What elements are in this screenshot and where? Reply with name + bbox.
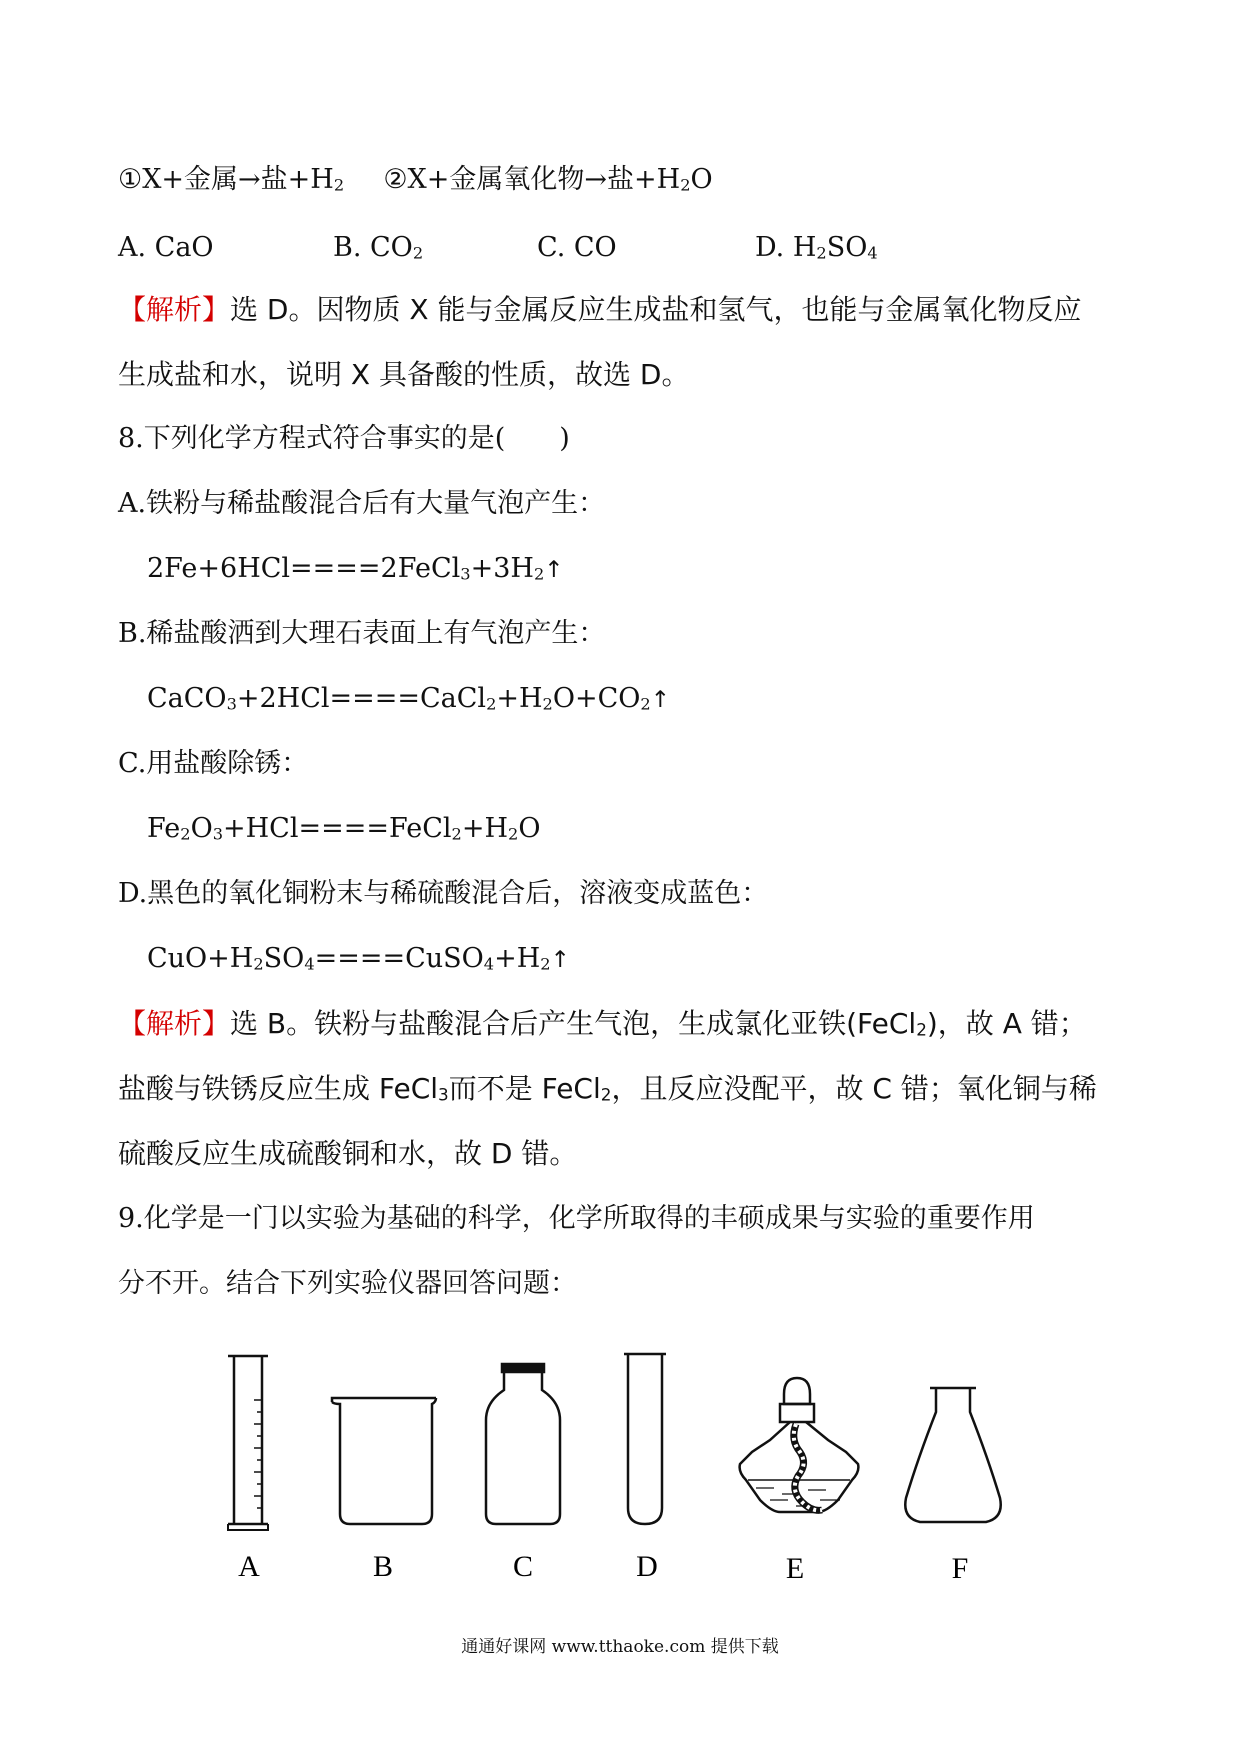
subscript: 3 <box>226 694 237 714</box>
analysis-tag: 【解析】 <box>118 1007 231 1040</box>
subscript: 2 <box>451 824 462 844</box>
question-stem: 9.化学是一门以实验为基础的科学，化学所取得的丰硕成果与实验的重要作用 <box>118 1203 1035 1234</box>
eq-part: CaCO <box>147 683 227 714</box>
reagent-bottle-icon <box>486 1364 560 1524</box>
page-footer <box>0 1632 1240 1657</box>
subscript: 2 <box>412 243 424 263</box>
eq-part: +H <box>496 683 543 714</box>
q8-analysis-line-2 <box>118 1069 1097 1109</box>
apparatus-label-a: A <box>238 1550 260 1583</box>
subscript: 2 <box>253 954 264 974</box>
subscript: 2 <box>916 1019 927 1040</box>
eq-part: +3H <box>470 553 534 584</box>
analysis-text: )，故 A 错； <box>926 1007 1087 1040</box>
subscript: 3 <box>460 564 471 584</box>
option-text: SO <box>826 232 868 263</box>
option-text: A.铁粉与稀盐酸混合后有大量气泡产生： <box>118 488 606 519</box>
subscript: 2 <box>680 175 691 195</box>
analysis-text: 硫酸反应生成硫酸铜和水，故 D 错。 <box>118 1137 578 1170</box>
eq-part: Fe <box>147 813 181 844</box>
subscript: 2 <box>486 694 497 714</box>
q8-option-d-desc <box>118 874 768 914</box>
eq-part: +HCl====FeCl <box>223 813 452 844</box>
eq-part: O <box>518 813 541 844</box>
apparatus-label-e: E <box>785 1552 805 1585</box>
q8-option-c-desc <box>118 744 308 784</box>
q7-analysis-line-1 <box>118 290 1081 330</box>
q8-option-a-desc <box>118 484 605 524</box>
q8-option-a-equation <box>147 549 563 590</box>
condition-2-tail: O <box>690 164 713 195</box>
graduated-cylinder-icon <box>228 1356 268 1530</box>
q7-option-c <box>537 228 617 268</box>
subscript: 3 <box>212 824 224 844</box>
q7-option-a <box>118 228 214 268</box>
alcohol-lamp-icon <box>740 1378 859 1512</box>
option-text: C.用盐酸除锈： <box>118 748 309 779</box>
q7-analysis-line-2 <box>118 355 689 395</box>
subscript: 2 <box>542 694 553 714</box>
apparatus-label-b: B <box>372 1550 394 1583</box>
apparatus-label-c: C <box>512 1550 534 1583</box>
eq-part: +H <box>494 943 541 974</box>
eq-part: ====CuSO <box>314 943 484 974</box>
q8-option-b-equation <box>147 679 670 720</box>
q7-option-d <box>755 228 878 268</box>
subscript: 2 <box>333 175 345 195</box>
subscript: 2 <box>508 824 519 844</box>
gas-arrow-icon: ↑ <box>650 687 670 713</box>
option-text: D.黑色的氧化铜粉末与稀硫酸混合后，溶液变成蓝色： <box>118 878 769 909</box>
q8-stem <box>118 419 570 459</box>
subscript: 4 <box>304 954 315 974</box>
footer-text: 通通好课网 www.tthaoke.com 提供下载 <box>461 1637 779 1657</box>
subscript: 2 <box>540 954 551 974</box>
gas-arrow-icon: ↑ <box>544 557 564 583</box>
analysis-text: 盐酸与铁锈反应生成 FeCl <box>118 1072 439 1105</box>
q8-analysis-line-3 <box>118 1134 577 1174</box>
question-stem: 分不开。结合下列实验仪器回答问题： <box>118 1268 577 1299</box>
eq-part: CuO+H <box>147 943 254 974</box>
q8-option-c-equation <box>147 809 540 849</box>
eq-part: +H <box>461 813 508 844</box>
analysis-text: 选 D。因物质 X 能与金属反应生成盐和氢气，也能与金属氧化物反应 <box>230 293 1082 326</box>
question-stem: 8.下列化学方程式符合事实的是( ) <box>118 423 570 454</box>
q8-option-d-equation <box>147 939 570 980</box>
analysis-text: 而不是 FeCl <box>448 1072 601 1105</box>
q8-option-b-desc <box>118 614 605 654</box>
q9-stem-line-2 <box>118 1264 577 1304</box>
condition-1: ①X+金属→盐+H <box>118 164 334 195</box>
q9-stem-line-1 <box>118 1199 1035 1239</box>
subscript: 2 <box>640 694 651 714</box>
analysis-tag: 【解析】 <box>118 293 231 326</box>
option-text: D. H <box>755 232 817 263</box>
analysis-text: 生成盐和水，说明 X 具备酸的性质，故选 D。 <box>118 358 690 391</box>
eq-part: O <box>190 813 213 844</box>
test-tube-icon <box>624 1354 666 1524</box>
eq-part: +2HCl====CaCl <box>236 683 487 714</box>
apparatus-label-f: F <box>951 1552 969 1585</box>
subscript: 4 <box>483 954 495 974</box>
eq-part: SO <box>263 943 305 974</box>
lab-apparatus-figure <box>0 1340 1240 1600</box>
subscript: 4 <box>867 243 878 263</box>
eq-part: 2Fe+6HCl====2FeCl <box>147 553 461 584</box>
erlenmeyer-flask-icon <box>905 1388 1000 1522</box>
q7-option-b <box>333 228 423 268</box>
beaker-icon <box>332 1398 436 1524</box>
subscript: 2 <box>533 564 545 584</box>
option-text: B.稀盐酸洒到大理石表面上有气泡产生： <box>118 618 606 649</box>
subscript: 3 <box>438 1084 449 1105</box>
q8-analysis-line-1 <box>118 1004 1087 1044</box>
subscript: 2 <box>180 824 191 844</box>
option-text: B. CO <box>333 232 413 263</box>
eq-part: O+CO <box>552 683 641 714</box>
analysis-text: ，且反应没配平，故 C 错；氧化铜与稀 <box>611 1072 1097 1105</box>
analysis-text: 选 B。铁粉与盐酸混合后产生气泡，生成氯化亚铁(FeCl <box>230 1007 917 1040</box>
condition-2: ②X+金属氧化物→盐+H <box>383 164 681 195</box>
q7-conditions <box>118 160 713 200</box>
gas-arrow-icon: ↑ <box>550 947 570 973</box>
subscript: 2 <box>816 243 827 263</box>
option-text: C. CO <box>537 232 617 263</box>
subscript: 2 <box>600 1084 612 1105</box>
option-text: A. CaO <box>118 232 214 263</box>
apparatus-label-d: D <box>636 1550 658 1583</box>
